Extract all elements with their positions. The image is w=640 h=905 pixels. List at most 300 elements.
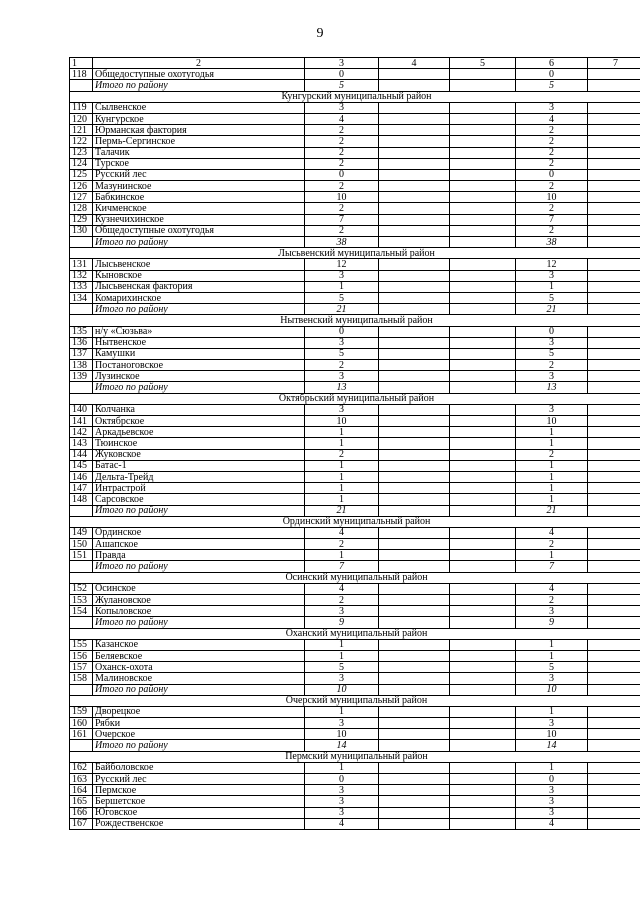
col-3-value: 1	[305, 427, 379, 438]
col-7-value	[588, 292, 640, 303]
col-6-value: 3	[516, 337, 588, 348]
col-6-value: 2	[516, 449, 588, 460]
total-row	[70, 740, 640, 751]
col-7-value	[588, 460, 640, 471]
col-4-value	[379, 337, 450, 348]
col-7-value	[588, 740, 640, 751]
col-3-value: 2	[305, 225, 379, 236]
col-6-value: 14	[516, 740, 588, 751]
col-4-value	[379, 326, 450, 337]
col-7-value	[588, 427, 640, 438]
col-3-value: 2	[305, 595, 379, 606]
row-name: Сарсовское	[93, 494, 305, 505]
row-name: Колчанка	[93, 404, 305, 415]
row-number: 158	[70, 673, 93, 684]
row-name: Батас-1	[93, 460, 305, 471]
row-number: 137	[70, 348, 93, 359]
col-5-value	[450, 237, 516, 248]
table-body	[70, 58, 640, 830]
col-5-value	[450, 684, 516, 695]
col-5-value	[450, 125, 516, 136]
col-5-value	[450, 281, 516, 292]
table-row	[70, 662, 640, 673]
table-row	[70, 69, 640, 80]
col-7-value	[588, 662, 640, 673]
section-title: Пермский муниципальный район	[70, 751, 640, 762]
col-5-value	[450, 404, 516, 415]
col-5-value	[450, 706, 516, 717]
col-4-value	[379, 818, 450, 829]
table-row	[70, 762, 640, 773]
col-5-value	[450, 203, 516, 214]
col-5-value	[450, 471, 516, 482]
col-3-value: 9	[305, 617, 379, 628]
col-7-value	[588, 583, 640, 594]
col-7-value	[588, 225, 640, 236]
section-row	[70, 91, 640, 102]
col-4-value	[379, 404, 450, 415]
col-6-value: 1	[516, 650, 588, 661]
col-7-value	[588, 147, 640, 158]
col-7-value	[588, 818, 640, 829]
col-7-value	[588, 483, 640, 494]
col-5-value	[450, 505, 516, 516]
col-6-value: 2	[516, 147, 588, 158]
col-5-value	[450, 639, 516, 650]
col-3-value: 2	[305, 125, 379, 136]
row-name: Итого по району	[93, 237, 305, 248]
row-name: Беляевское	[93, 650, 305, 661]
col-3-value: 10	[305, 192, 379, 203]
col-4-value	[379, 673, 450, 684]
col-3-value: 0	[305, 774, 379, 785]
col-7-value	[588, 136, 640, 147]
col-7-value	[588, 259, 640, 270]
row-name: Камушки	[93, 348, 305, 359]
col-6-value: 10	[516, 684, 588, 695]
col-5-value	[450, 214, 516, 225]
page-number: 9	[316, 26, 324, 41]
row-name: Казанское	[93, 639, 305, 650]
col-4-value	[379, 550, 450, 561]
row-number: 124	[70, 158, 93, 169]
col-5-value	[450, 762, 516, 773]
col-4-value	[379, 639, 450, 650]
col-3-value: 1	[305, 438, 379, 449]
col-5-value	[450, 80, 516, 91]
col-3-value: 3	[305, 270, 379, 281]
row-name: Русский лес	[93, 774, 305, 785]
col-7-value	[588, 762, 640, 773]
row-number: 159	[70, 706, 93, 717]
header-cell: 7	[588, 58, 640, 69]
col-3-value: 0	[305, 326, 379, 337]
col-3-value: 3	[305, 404, 379, 415]
table-row	[70, 785, 640, 796]
col-6-value: 1	[516, 494, 588, 505]
col-4-value	[379, 729, 450, 740]
row-number	[70, 382, 93, 393]
col-5-value	[450, 718, 516, 729]
col-5-value	[450, 158, 516, 169]
col-7-value	[588, 192, 640, 203]
col-4-value	[379, 416, 450, 427]
row-number: 160	[70, 718, 93, 729]
row-number: 162	[70, 762, 93, 773]
col-3-value: 1	[305, 494, 379, 505]
col-7-value	[588, 617, 640, 628]
col-5-value	[450, 494, 516, 505]
col-6-value: 10	[516, 416, 588, 427]
row-name: Пермское	[93, 785, 305, 796]
col-6-value: 1	[516, 471, 588, 482]
col-7-value	[588, 706, 640, 717]
col-3-value: 3	[305, 371, 379, 382]
col-3-value: 1	[305, 639, 379, 650]
col-3-value: 2	[305, 539, 379, 550]
col-7-value	[588, 438, 640, 449]
col-6-value: 10	[516, 729, 588, 740]
col-3-value: 7	[305, 214, 379, 225]
table-row	[70, 337, 640, 348]
col-6-value: 2	[516, 158, 588, 169]
col-6-value: 2	[516, 360, 588, 371]
row-number: 133	[70, 281, 93, 292]
col-4-value	[379, 292, 450, 303]
col-6-value: 4	[516, 527, 588, 538]
col-5-value	[450, 807, 516, 818]
section-title: Октябрьский муниципальный район	[70, 393, 640, 404]
row-name: Кунгурское	[93, 113, 305, 124]
row-number: 164	[70, 785, 93, 796]
row-number	[70, 505, 93, 516]
col-5-value	[450, 449, 516, 460]
row-number: 136	[70, 337, 93, 348]
col-5-value	[450, 617, 516, 628]
row-name: Общедоступные охотугодья	[93, 225, 305, 236]
col-3-value: 1	[305, 471, 379, 482]
col-4-value	[379, 113, 450, 124]
col-5-value	[450, 483, 516, 494]
col-5-value	[450, 181, 516, 192]
col-6-value: 0	[516, 69, 588, 80]
col-6-value: 5	[516, 662, 588, 673]
row-number: 152	[70, 583, 93, 594]
row-number: 125	[70, 169, 93, 180]
table-row	[70, 281, 640, 292]
row-name: Очерское	[93, 729, 305, 740]
col-4-value	[379, 192, 450, 203]
col-7-value	[588, 102, 640, 113]
table-row	[70, 169, 640, 180]
col-5-value	[450, 416, 516, 427]
header-cell: 3	[305, 58, 379, 69]
col-5-value	[450, 69, 516, 80]
col-3-value: 3	[305, 102, 379, 113]
row-number: 141	[70, 416, 93, 427]
header-row	[70, 58, 640, 69]
section-row	[70, 695, 640, 706]
col-6-value: 0	[516, 326, 588, 337]
col-4-value	[379, 237, 450, 248]
col-5-value	[450, 348, 516, 359]
header-cell: 6	[516, 58, 588, 69]
row-name: Постаноговское	[93, 360, 305, 371]
col-6-value: 2	[516, 225, 588, 236]
row-name: Дворецкое	[93, 706, 305, 717]
col-4-value	[379, 471, 450, 482]
row-name: Лысьвенская фактория	[93, 281, 305, 292]
col-4-value	[379, 606, 450, 617]
row-number: 120	[70, 113, 93, 124]
col-7-value	[588, 550, 640, 561]
col-7-value	[588, 270, 640, 281]
row-name: Итого по району	[93, 684, 305, 695]
table-row	[70, 650, 640, 661]
col-5-value	[450, 527, 516, 538]
col-3-value: 4	[305, 113, 379, 124]
row-name: Рябки	[93, 718, 305, 729]
row-number: 138	[70, 360, 93, 371]
col-3-value: 3	[305, 673, 379, 684]
col-6-value: 4	[516, 583, 588, 594]
col-3-value: 1	[305, 762, 379, 773]
row-name: Турское	[93, 158, 305, 169]
col-5-value	[450, 382, 516, 393]
col-7-value	[588, 494, 640, 505]
row-number: 122	[70, 136, 93, 147]
col-4-value	[379, 662, 450, 673]
col-6-value: 5	[516, 292, 588, 303]
col-4-value	[379, 706, 450, 717]
col-4-value	[379, 785, 450, 796]
row-name: Копыловское	[93, 606, 305, 617]
col-4-value	[379, 158, 450, 169]
row-number: 143	[70, 438, 93, 449]
row-name: Тюинское	[93, 438, 305, 449]
row-number: 127	[70, 192, 93, 203]
col-6-value: 1	[516, 639, 588, 650]
col-5-value	[450, 225, 516, 236]
row-name: Октябрское	[93, 416, 305, 427]
col-4-value	[379, 718, 450, 729]
col-6-value: 2	[516, 136, 588, 147]
col-7-value	[588, 718, 640, 729]
col-6-value: 1	[516, 460, 588, 471]
col-7-value	[588, 539, 640, 550]
col-4-value	[379, 281, 450, 292]
table-row	[70, 673, 640, 684]
header-cell: 1	[70, 58, 93, 69]
row-name: Кичменское	[93, 203, 305, 214]
col-7-value	[588, 404, 640, 415]
table-row	[70, 270, 640, 281]
col-5-value	[450, 147, 516, 158]
row-number: 135	[70, 326, 93, 337]
col-5-value	[450, 650, 516, 661]
section-row	[70, 751, 640, 762]
col-5-value	[450, 774, 516, 785]
total-row	[70, 561, 640, 572]
col-4-value	[379, 617, 450, 628]
row-number: 131	[70, 259, 93, 270]
col-6-value: 1	[516, 762, 588, 773]
col-6-value: 5	[516, 80, 588, 91]
col-5-value	[450, 539, 516, 550]
table-row	[70, 192, 640, 203]
row-name: Итого по району	[93, 80, 305, 91]
row-number	[70, 237, 93, 248]
section-title: Очерский муниципальный район	[70, 695, 640, 706]
section-title: Кунгурский муниципальный район	[70, 91, 640, 102]
row-number: 154	[70, 606, 93, 617]
col-5-value	[450, 606, 516, 617]
col-6-value: 2	[516, 595, 588, 606]
col-3-value: 2	[305, 203, 379, 214]
col-4-value	[379, 371, 450, 382]
col-3-value: 5	[305, 80, 379, 91]
row-number: 149	[70, 527, 93, 538]
row-name: Правда	[93, 550, 305, 561]
table-row	[70, 449, 640, 460]
table-row	[70, 225, 640, 236]
row-number: 166	[70, 807, 93, 818]
row-name: Жулановское	[93, 595, 305, 606]
col-4-value	[379, 147, 450, 158]
col-3-value: 21	[305, 505, 379, 516]
col-6-value: 3	[516, 102, 588, 113]
col-6-value: 7	[516, 561, 588, 572]
row-name: Байболовское	[93, 762, 305, 773]
col-6-value: 2	[516, 539, 588, 550]
row-number: 157	[70, 662, 93, 673]
col-3-value: 5	[305, 662, 379, 673]
col-5-value	[450, 113, 516, 124]
col-3-value: 5	[305, 348, 379, 359]
row-name: Итого по району	[93, 561, 305, 572]
total-row	[70, 80, 640, 91]
col-7-value	[588, 281, 640, 292]
col-3-value: 4	[305, 583, 379, 594]
col-6-value: 0	[516, 169, 588, 180]
section-title: Ординский муниципальный район	[70, 516, 640, 527]
col-3-value: 5	[305, 292, 379, 303]
row-name: Бершетское	[93, 796, 305, 807]
col-3-value: 1	[305, 281, 379, 292]
col-5-value	[450, 326, 516, 337]
total-row	[70, 382, 640, 393]
row-number: 156	[70, 650, 93, 661]
col-7-value	[588, 729, 640, 740]
row-name: Мазунинское	[93, 181, 305, 192]
row-number: 153	[70, 595, 93, 606]
table-row	[70, 371, 640, 382]
row-number: 150	[70, 539, 93, 550]
col-6-value: 13	[516, 382, 588, 393]
col-5-value	[450, 259, 516, 270]
col-7-value	[588, 796, 640, 807]
col-3-value: 1	[305, 483, 379, 494]
row-name: Юговское	[93, 807, 305, 818]
table-row	[70, 113, 640, 124]
col-3-value: 0	[305, 69, 379, 80]
col-3-value: 3	[305, 606, 379, 617]
col-6-value: 2	[516, 181, 588, 192]
col-6-value: 4	[516, 818, 588, 829]
col-5-value	[450, 136, 516, 147]
table-row	[70, 718, 640, 729]
row-name: Итого по району	[93, 304, 305, 315]
section-title: Нытвенский муниципальный район	[70, 315, 640, 326]
row-number: 121	[70, 125, 93, 136]
col-4-value	[379, 762, 450, 773]
col-6-value: 3	[516, 718, 588, 729]
col-3-value: 2	[305, 136, 379, 147]
table-row	[70, 136, 640, 147]
col-5-value	[450, 360, 516, 371]
col-3-value: 1	[305, 650, 379, 661]
row-number: 126	[70, 181, 93, 192]
col-4-value	[379, 214, 450, 225]
col-3-value: 2	[305, 158, 379, 169]
col-5-value	[450, 371, 516, 382]
col-7-value	[588, 69, 640, 80]
col-5-value	[450, 337, 516, 348]
col-6-value: 10	[516, 192, 588, 203]
col-7-value	[588, 639, 640, 650]
col-6-value: 3	[516, 796, 588, 807]
table-row	[70, 494, 640, 505]
row-name: Итого по району	[93, 505, 305, 516]
col-3-value: 2	[305, 181, 379, 192]
col-6-value: 7	[516, 214, 588, 225]
table-row	[70, 181, 640, 192]
col-3-value: 2	[305, 147, 379, 158]
row-number: 144	[70, 449, 93, 460]
col-4-value	[379, 169, 450, 180]
col-6-value: 1	[516, 483, 588, 494]
col-7-value	[588, 304, 640, 315]
row-name: Юрманская фактория	[93, 125, 305, 136]
row-name: Лысьвенское	[93, 259, 305, 270]
col-4-value	[379, 583, 450, 594]
col-7-value	[588, 595, 640, 606]
row-number: 151	[70, 550, 93, 561]
table-row	[70, 416, 640, 427]
col-4-value	[379, 650, 450, 661]
col-4-value	[379, 539, 450, 550]
col-7-value	[588, 650, 640, 661]
table-row	[70, 539, 640, 550]
col-5-value	[450, 729, 516, 740]
col-4-value	[379, 494, 450, 505]
col-4-value	[379, 136, 450, 147]
col-3-value: 4	[305, 818, 379, 829]
col-3-value: 3	[305, 718, 379, 729]
col-7-value	[588, 371, 640, 382]
col-5-value	[450, 583, 516, 594]
col-4-value	[379, 181, 450, 192]
col-6-value: 1	[516, 438, 588, 449]
table-row	[70, 706, 640, 717]
section-row	[70, 393, 640, 404]
row-name: Итого по району	[93, 740, 305, 751]
table-row	[70, 348, 640, 359]
row-number	[70, 617, 93, 628]
table-row	[70, 214, 640, 225]
section-row	[70, 315, 640, 326]
row-number: 119	[70, 102, 93, 113]
